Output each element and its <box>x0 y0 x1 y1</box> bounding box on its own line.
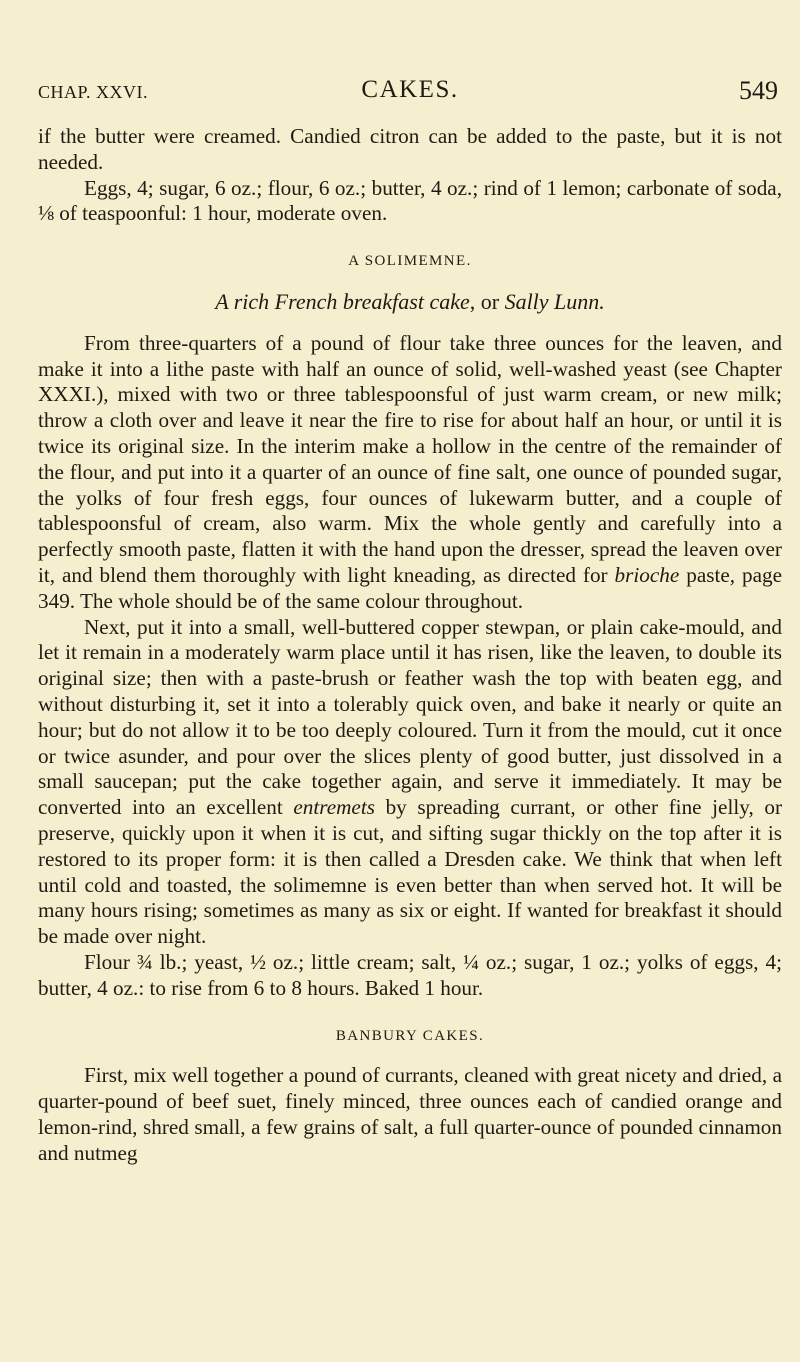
paragraph-italic: brioche <box>614 562 680 587</box>
subtitle-part-c: Sally Lunn. <box>504 288 605 314</box>
page-body <box>38 124 782 1166</box>
book-page <box>38 0 782 1362</box>
paragraph-italic: entremets <box>293 795 375 820</box>
chapter-label: CHAP. XXVI. <box>38 82 149 102</box>
page-number: 549 <box>739 76 778 105</box>
paragraph-text: Next, put it into a small, well-buttered copper stewpan, or plain cake-mould, and let it remain in a moderately warm place until it has risen, like the leaven, to double its original size; then with a paste-brush or feather wash the top with beaten egg, and without disturbing it, set it into a tolerably quick oven, and bake it nearly or quite an hour; but do not allow it to be too deeply coloured. Turn it from the mould, cut it once or twice asunder, and pour over the slices plenty of good butter, just dissolved in a small saucepan; put the cake together again, and serve it immediately. It may be converted into an excellent <box>38 614 782 820</box>
paragraph-text: From three-quarters of a pound of flour take three ounces for the leaven, and make it into a lithe paste with half an ounce of solid, well-washed yeast (see Chapter XXXI.), mixed with two or three tablespoonsful of just warm cream, or new milk; throw a cloth over and leave it near the fire to rise for about half an hour, or until it is twice its original size. In the interim make a hollow in the centre of the remainder of the flour, and put into it a quarter of an ounce of fine salt, one ounce of pounded sugar, the yolks of four fresh eggs, four ounces of lukewarm butter, and a couple of tablespoonsful of cream, also warm. Mix the whole gently and carefully into a perfectly smooth paste, flatten it with the hand upon the dresser, spread the leaven over it, and blend them thoroughly with light kneading, as directed for <box>38 330 782 587</box>
recipe-subtitle <box>38 289 782 315</box>
recipe-paragraph: First, mix well together a pound of currants, cleaned with great nicety and dried, a quarter-pound of beef suet, finely minced, three ounces each of candied orange and lemon-rind, shred small, a few grains of salt, a full quarter-ounce of pounded cinnamon and nutmeg <box>38 1063 782 1165</box>
recipe-heading-solimemne: A SOLIMEMNE. <box>348 253 472 270</box>
chapter-title: CAKES. <box>361 76 459 103</box>
paragraph-continuation: if the butter were creamed. Candied citron can be added to the paste, but it is not needed. <box>38 124 782 174</box>
recipe-paragraph <box>38 615 782 950</box>
recipe-paragraph <box>38 331 782 615</box>
subtitle-part-b: , or <box>469 288 505 314</box>
subtitle-part-a: A rich French breakfast cake <box>215 288 470 314</box>
ingredients-list: Flour ¾ lb.; yeast, ½ oz.; little cream; salt, ¼ oz.; sugar, 1 oz.; yolks of eggs, 4; butter, 4 oz.: to rise from 6 to 8 hours. Baked 1 hour. <box>38 949 782 1000</box>
recipe-heading-banbury: BANBURY CAKES. <box>335 1027 485 1044</box>
ingredients-list: Eggs, 4; sugar, 6 oz.; flour, 6 oz.; butter, 4 oz.; rind of 1 lemon; carbonate of soda, ⅛ of teaspoonful: 1 hour, moderate oven. <box>38 175 782 226</box>
paragraph-text-end: paste, page 349. The whole should be of the same colour throughout. <box>38 562 782 613</box>
paragraph-text-end: by spreading currant, or other fine jelly, or preserve, quickly upon it when it is cut, and sifting sugar thickly on the top after it is restored to its proper form: it is then called a Dresden cake. We think that when left until cold and toasted, the solimemne is even better than when served hot. It will be many hours rising; sometimes as many as six or eight. If wanted for breakfast it should be made over night. <box>38 795 783 949</box>
running-head <box>38 76 782 106</box>
